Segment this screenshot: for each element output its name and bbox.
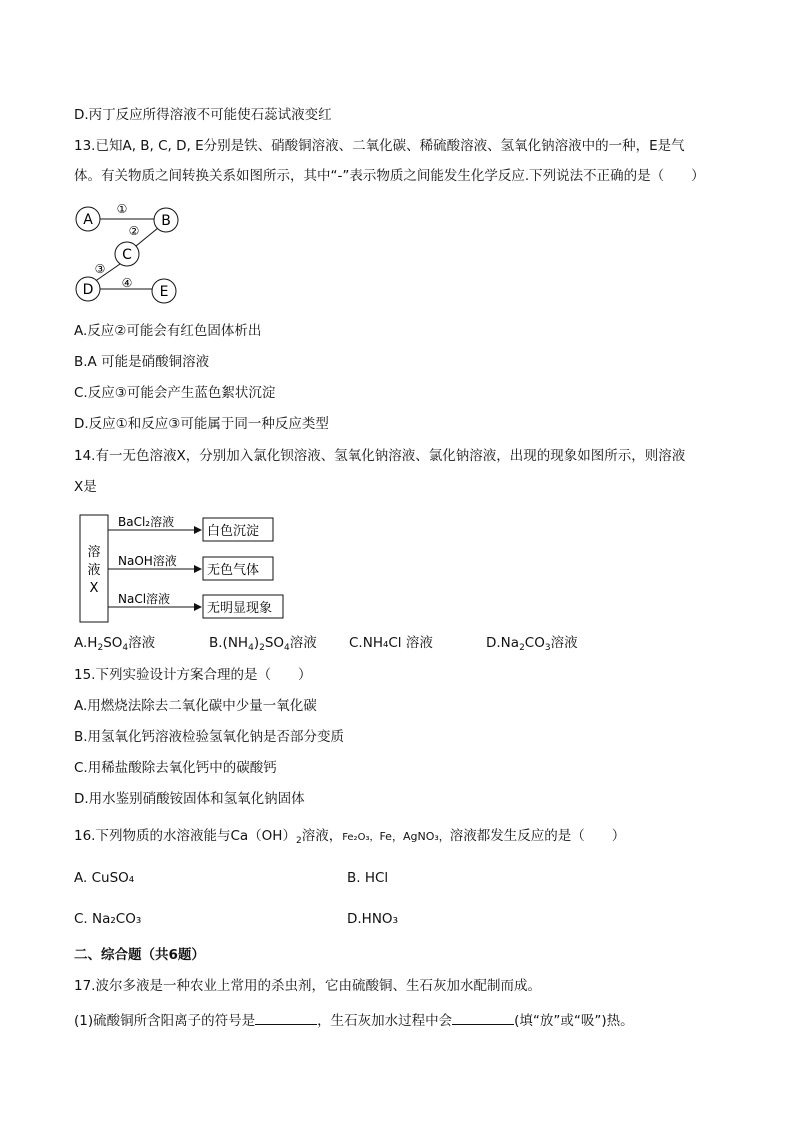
section-2-heading: 二、综合题（共6题）: [74, 947, 205, 963]
q13-option-c: C.反应③可能会产生蓝色絮状沉淀: [74, 385, 276, 401]
q15-option-d: D.用水鉴别硝酸铵固体和氢氧化钠固体: [74, 791, 305, 807]
q13-option-b: B.A 可能是硝酸铜溶液: [74, 354, 210, 370]
q17-answer-blank-2[interactable]: [452, 1010, 514, 1025]
solution-x-char1: 溶: [87, 545, 101, 560]
q14-stem-line1: 14.有一无色溶液X，分别加入氯化钡溶液、氢氧化钠溶液、氯化钠溶液，出现的现象如图所示，则溶液: [74, 448, 686, 464]
reaction-4-label: ④: [121, 276, 133, 290]
solution-x-char2: 液: [87, 563, 101, 578]
q17-part1: (1)硫酸铜所含阳离子的符号是 ，生石灰加水过程中会 (填“放”或“吸”)热。: [74, 1010, 634, 1030]
reaction-1-label: ①: [116, 202, 128, 216]
result-no-change: 无明显现象: [207, 601, 273, 616]
q13-option-a: A.反应②可能会有红色固体析出: [74, 323, 262, 339]
reagent-bacl2: BaCl₂溶液: [118, 515, 175, 529]
q14-stem-line2: X是: [74, 479, 97, 495]
q16-option-a: A. CuSO₄: [74, 870, 135, 886]
q16-option-d: D.HNO₃: [347, 911, 398, 927]
q15-option-a: A.用燃烧法除去二氧化碳中少量一氧化碳: [74, 698, 317, 714]
q16-option-c: C. Na₂CO₃: [74, 911, 142, 927]
result-white-precipitate: 白色沉淀: [207, 524, 260, 539]
q16-stem: 16.下列物质的水溶液能与$Ca(OH)_2$溶液，Fe₂O₃，Fe，AgNO₃，溶液都发生反应的是（ ）: [74, 828, 626, 846]
node-e-label: E: [159, 284, 169, 300]
q15-stem: 15.下列实验设计方案合理的是（ ）: [74, 667, 312, 683]
reaction-2-label: ②: [128, 224, 140, 238]
q14-option-b: $B.(NH_4)_2SO_4$溶液: [209, 635, 317, 653]
q13-option-d: D.反应①和反应③可能属于同一种反应类型: [74, 416, 329, 432]
q13-stem-line1: 13.已知A, B, C, D, E分别是铁、硝酸铜溶液、二氧化碳、稀硫酸溶液、氢氧化钠溶液中的一种，E是气: [74, 138, 685, 154]
q16-option-b: B. HCl: [347, 870, 389, 886]
q14-option-c: C.NH₄Cl 溶液: [349, 635, 433, 651]
q17-answer-blank-1[interactable]: [255, 1010, 317, 1025]
reaction-3-label: ③: [94, 262, 106, 276]
q15-option-c: C.用稀盐酸除去氧化钙中的碳酸钙: [74, 760, 277, 776]
q14-reaction-diagram: [78, 510, 288, 625]
node-b-label: B: [161, 213, 171, 229]
node-a-label: A: [83, 212, 93, 228]
node-c-label: C: [122, 247, 132, 263]
q17-stem: 17.波尔多液是一种农业上常用的杀虫剂，它由硫酸铜、生石灰加水配制而成。: [74, 978, 541, 994]
q13-reaction-diagram: [70, 198, 190, 308]
q14-option-a: $A.H_2SO_4$溶液: [74, 635, 156, 653]
q13-stem-line2: 体。有关物质之间转换关系如图所示，其中“-”表示物质之间能发生化学反应.下列说法不正确的是（ ）: [74, 168, 705, 184]
result-colorless-gas: 无色气体: [207, 563, 260, 578]
q14-option-d: $D.Na_2CO_3$溶液: [486, 635, 578, 653]
reagent-naoh: NaOH溶液: [118, 554, 177, 568]
reagent-nacl: NaCl溶液: [118, 592, 171, 606]
node-d-label: D: [82, 282, 94, 298]
q12-option-d: D.丙丁反应所得溶液不可能使石蕊试液变红: [74, 107, 332, 123]
solution-x-char3: X: [89, 581, 99, 596]
q15-option-b: B.用氢氧化钙溶液检验氢氧化钠是否部分变质: [74, 729, 345, 745]
